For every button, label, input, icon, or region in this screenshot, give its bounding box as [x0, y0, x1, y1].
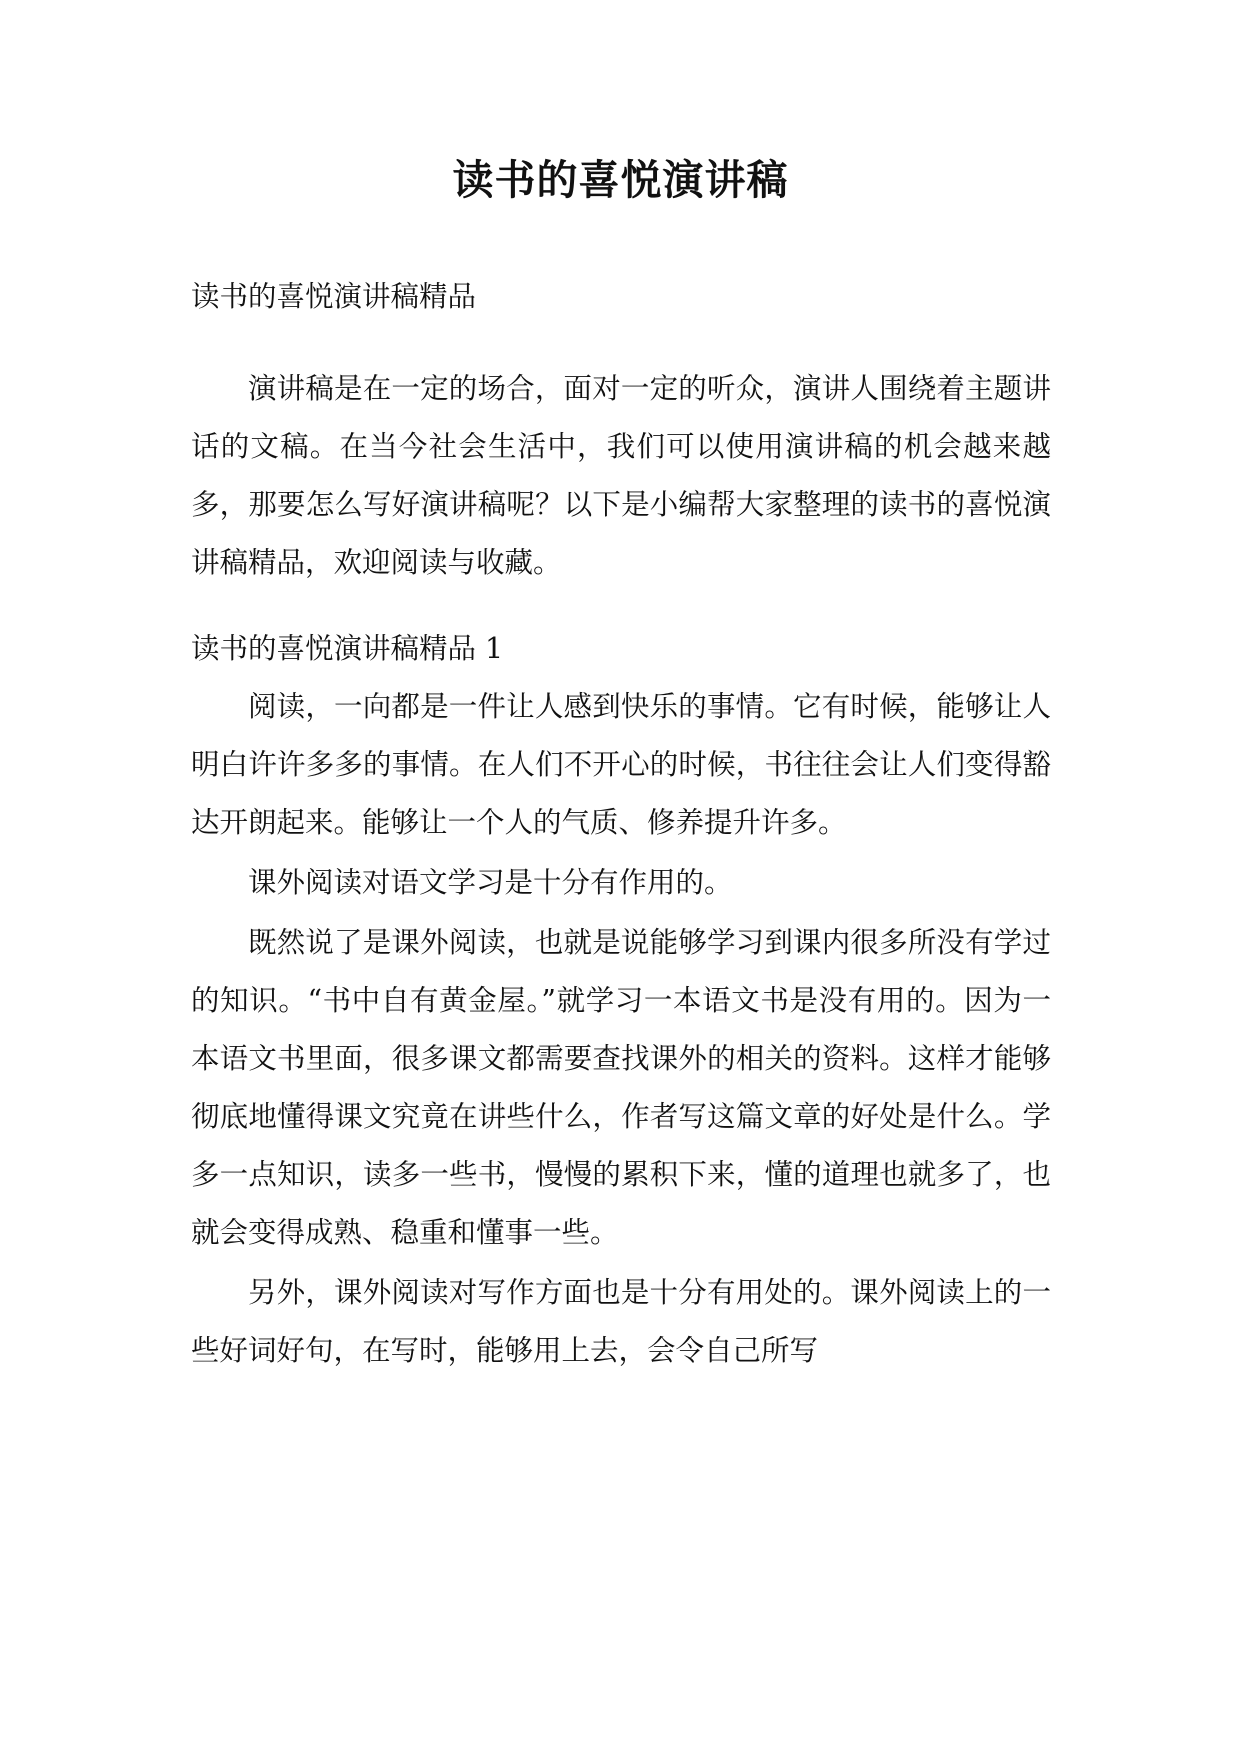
document-title: 读书的喜悦演讲稿 [452, 156, 789, 204]
body-paragraph: 另外，课外阅读对写作方面也是十分有用处的。课外阅读上的一些好词好句，在写时，能够用上去，会令自己所写 [191, 1276, 1051, 1367]
section-body [191, 678, 1051, 1380]
body-paragraph: 阅读，一向都是一件让人感到快乐的事情。它有时候，能够让人明白许许多多的事情。在人们不开心的时候，书往往会让人们变得豁达开朗起来。能够让一个人的气质、修养提升许多。 [191, 690, 1051, 839]
body-paragraph: 课外阅读对语文学习是十分有作用的。 [248, 866, 733, 899]
body-paragraph: 既然说了是课外阅读，也就是说能够学习到课内很多所没有学过的知识。“书中自有黄金屋。”就学习一本语文书是没有用的。因为一本语文书里面，很多课文都需要查找课外的相关的资料。这样才能够彻底地懂得课文究竟在讲些什么，作者写这篇文章的好处是什么。学多一点知识，读多一些书，慢慢的累积下来，懂的道理也就多了，也就会变得成熟、稳重和懂事一些。 [191, 926, 1051, 1249]
intro-block [191, 360, 1051, 592]
document-subtitle: 读书的喜悦演讲稿精品 [191, 280, 477, 313]
section-heading: 读书的喜悦演讲稿精品 1 [191, 632, 504, 665]
intro-paragraph: 演讲稿是在一定的场合，面对一定的听众，演讲人围绕着主题讲话的文稿。在当今社会生活中，我们可以使用演讲稿的机会越来越多，那要怎么写好演讲稿呢？以下是小编帮大家整理的读书的喜悦演讲稿精品，欢迎阅读与收藏。 [191, 372, 1051, 579]
